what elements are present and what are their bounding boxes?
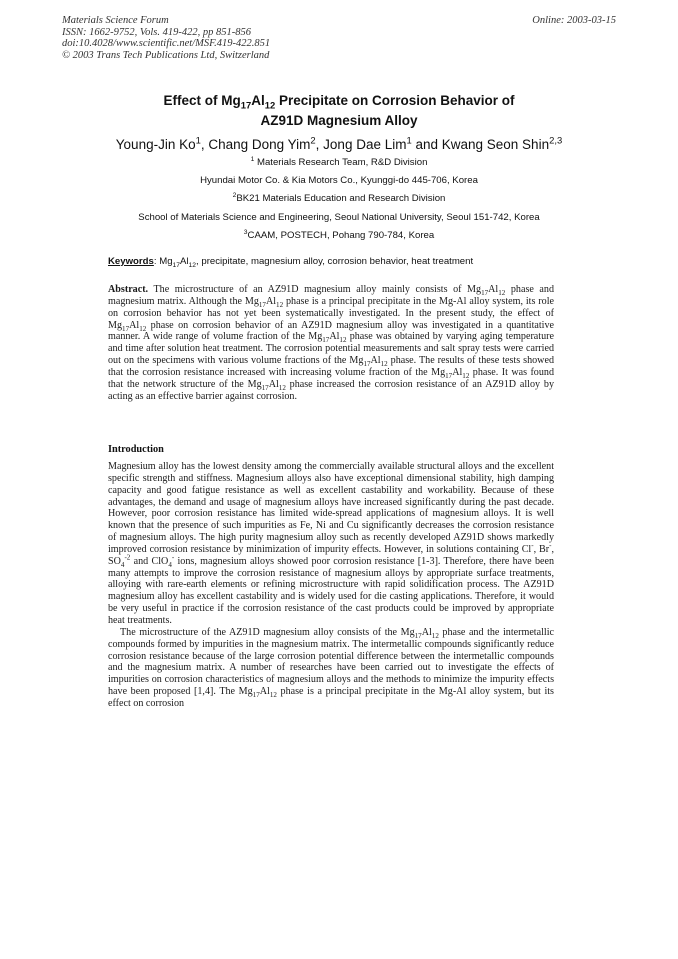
keywords-label: Keywords xyxy=(108,256,154,267)
affiliation-1: $^1$ Materials Research Team, R&D Division xyxy=(250,155,428,168)
title-line-1: Effect of $Mg_{17}Al_{12}$ Precipitate on Corrosion Behavior of xyxy=(163,93,515,112)
paper-title xyxy=(0,91,678,131)
issn-line: ISSN: 1662-9752, Vols. 419-422, pp 851-856 xyxy=(62,26,251,38)
affiliation-3: $^3$CAAM, POSTECH, Pohang 790-784, Korea xyxy=(243,228,435,241)
intro-paragraph-2: The microstructure of the AZ91D magnesium alloy consists of the $Mg_{17}Al_{12}$ phase and the intermetallic compounds formed by impurities in the magnesium matrix. The intermetallic compounds significantly reduce corrosion resistance because of the large corrosion potential difference between the intermetallic compounds and the magnesium matrix. A number of researches have been carried out to investigate the effects of impurities on corrosion characteristics of magnesium alloys and the methods to minimize the impurity effects have been proposed [1,4]. The $Mg_{17}Al_{12}$ phase is a principal precipitate in the Mg-Al alloy system, but its effect on corrosion xyxy=(108,626,554,709)
doi-line: doi:10.4028/www.scientific.net/MSF.419-422.851 xyxy=(62,38,271,50)
abstract: Abstract. The microstructure of an AZ91D magnesium alloy mainly consists of $Mg_{17}Al_{12}$ phase and magnesium matrix. Although the $Mg_{17}Al_{12}$ phase is a principal precipitate in the Mg-Al alloy system, its role on corrosion behavior has not yet been systematically investigated. In the present study, the effect of $Mg_{17}Al_{12}$ phase on corrosion behavior of an AZ91D magnesium alloy was investigated in a quantitative manner. A wide range of volume fraction of the $Mg_{17}Al_{12}$ phase was obtained by varying aging temperature and time after solution heat treatment. The corrosion potential measurements and salt spray tests were carried out on the specimens with various volume fractions of the $Mg_{17}Al_{12}$ phase. The results of these tests showed that the corrosion resistance increased with increasing volume fraction of the $Mg_{17}Al_{12}$ phase. It was found that the network structure of the $Mg_{17}Al_{12}$ phase increased the corrosion resistance of an AZ91D alloy by acting as an effective barrier against corrosion. xyxy=(108,284,554,402)
affiliations xyxy=(0,154,678,245)
abstract-label: Abstract. xyxy=(108,284,149,295)
publication-header xyxy=(62,15,270,61)
online-date: Online: 2003-03-15 xyxy=(532,15,616,26)
introduction-body xyxy=(108,461,554,710)
author-list: Young-Jin Ko$^1$, Chang Dong Yim$^2$, Jong Dae Lim$^1$ and Kwang Seon Shin$^{2,3}$ xyxy=(115,135,563,152)
affiliation-1-address: Hyundai Motor Co. & Kia Motors Co., Kyunggi-do 445-706, Korea xyxy=(200,175,478,187)
journal-name: Materials Science Forum xyxy=(62,15,169,26)
keywords: Keywords: $Mg_{17}Al_{12}$, precipitate, magnesium alloy, corrosion behavior, heat treatment xyxy=(108,256,474,269)
title-line-2: AZ91D Magnesium Alloy xyxy=(260,113,418,128)
intro-paragraph-1: Magnesium alloy has the lowest density among the commercially available structural alloys and the excellent specific strength and stiffness. Magnesium alloys also have exceptional dimensional stability, high damping capacity and good fatigue resistance as well as excellent castability and workability. Because of these advantages, the demand and usage of magnesium alloys have increased significantly during the past decade. However, poor corrosion resistance has limited wide-spread applications of magnesium alloys. It is well known that the presence of such impurities as Fe, Ni and Cu significantly decreases the corrosion resistance of magnesium alloys. The high purity magnesium alloy such as recently developed AZ91D shows markedly improved corrosion resistance by minimization of impurity effects. However, in solutions containing Cl-, Br-, $SO_4^{-2}$ and ClO$_4$- ions, magnesium alloys showed poor corrosion resistance [1-3]. Therefore, there have been many attempts to improve the corrosion resistance of magnesium alloys by appropriate surface treatments, alloying with rare-earth elements or refining microstructure with rapid solidification process. The AZ91D magnesium alloy has excellent castability and is widely used for die casting applications. Therefore, it would be very useful in practice if the corrosion resistance of the cast products could be improved by appropriate heat treatments. xyxy=(108,461,555,626)
affiliation-2-address: School of Materials Science and Engineering, Seoul National University, Seoul 151-742, Korea xyxy=(138,211,540,223)
copyright-line: © 2003 Trans Tech Publications Ltd, Switzerland xyxy=(62,49,270,61)
affiliation-2: $^2$BK21 Materials Education and Research Division xyxy=(232,192,446,205)
introduction-heading: Introduction xyxy=(108,444,164,455)
